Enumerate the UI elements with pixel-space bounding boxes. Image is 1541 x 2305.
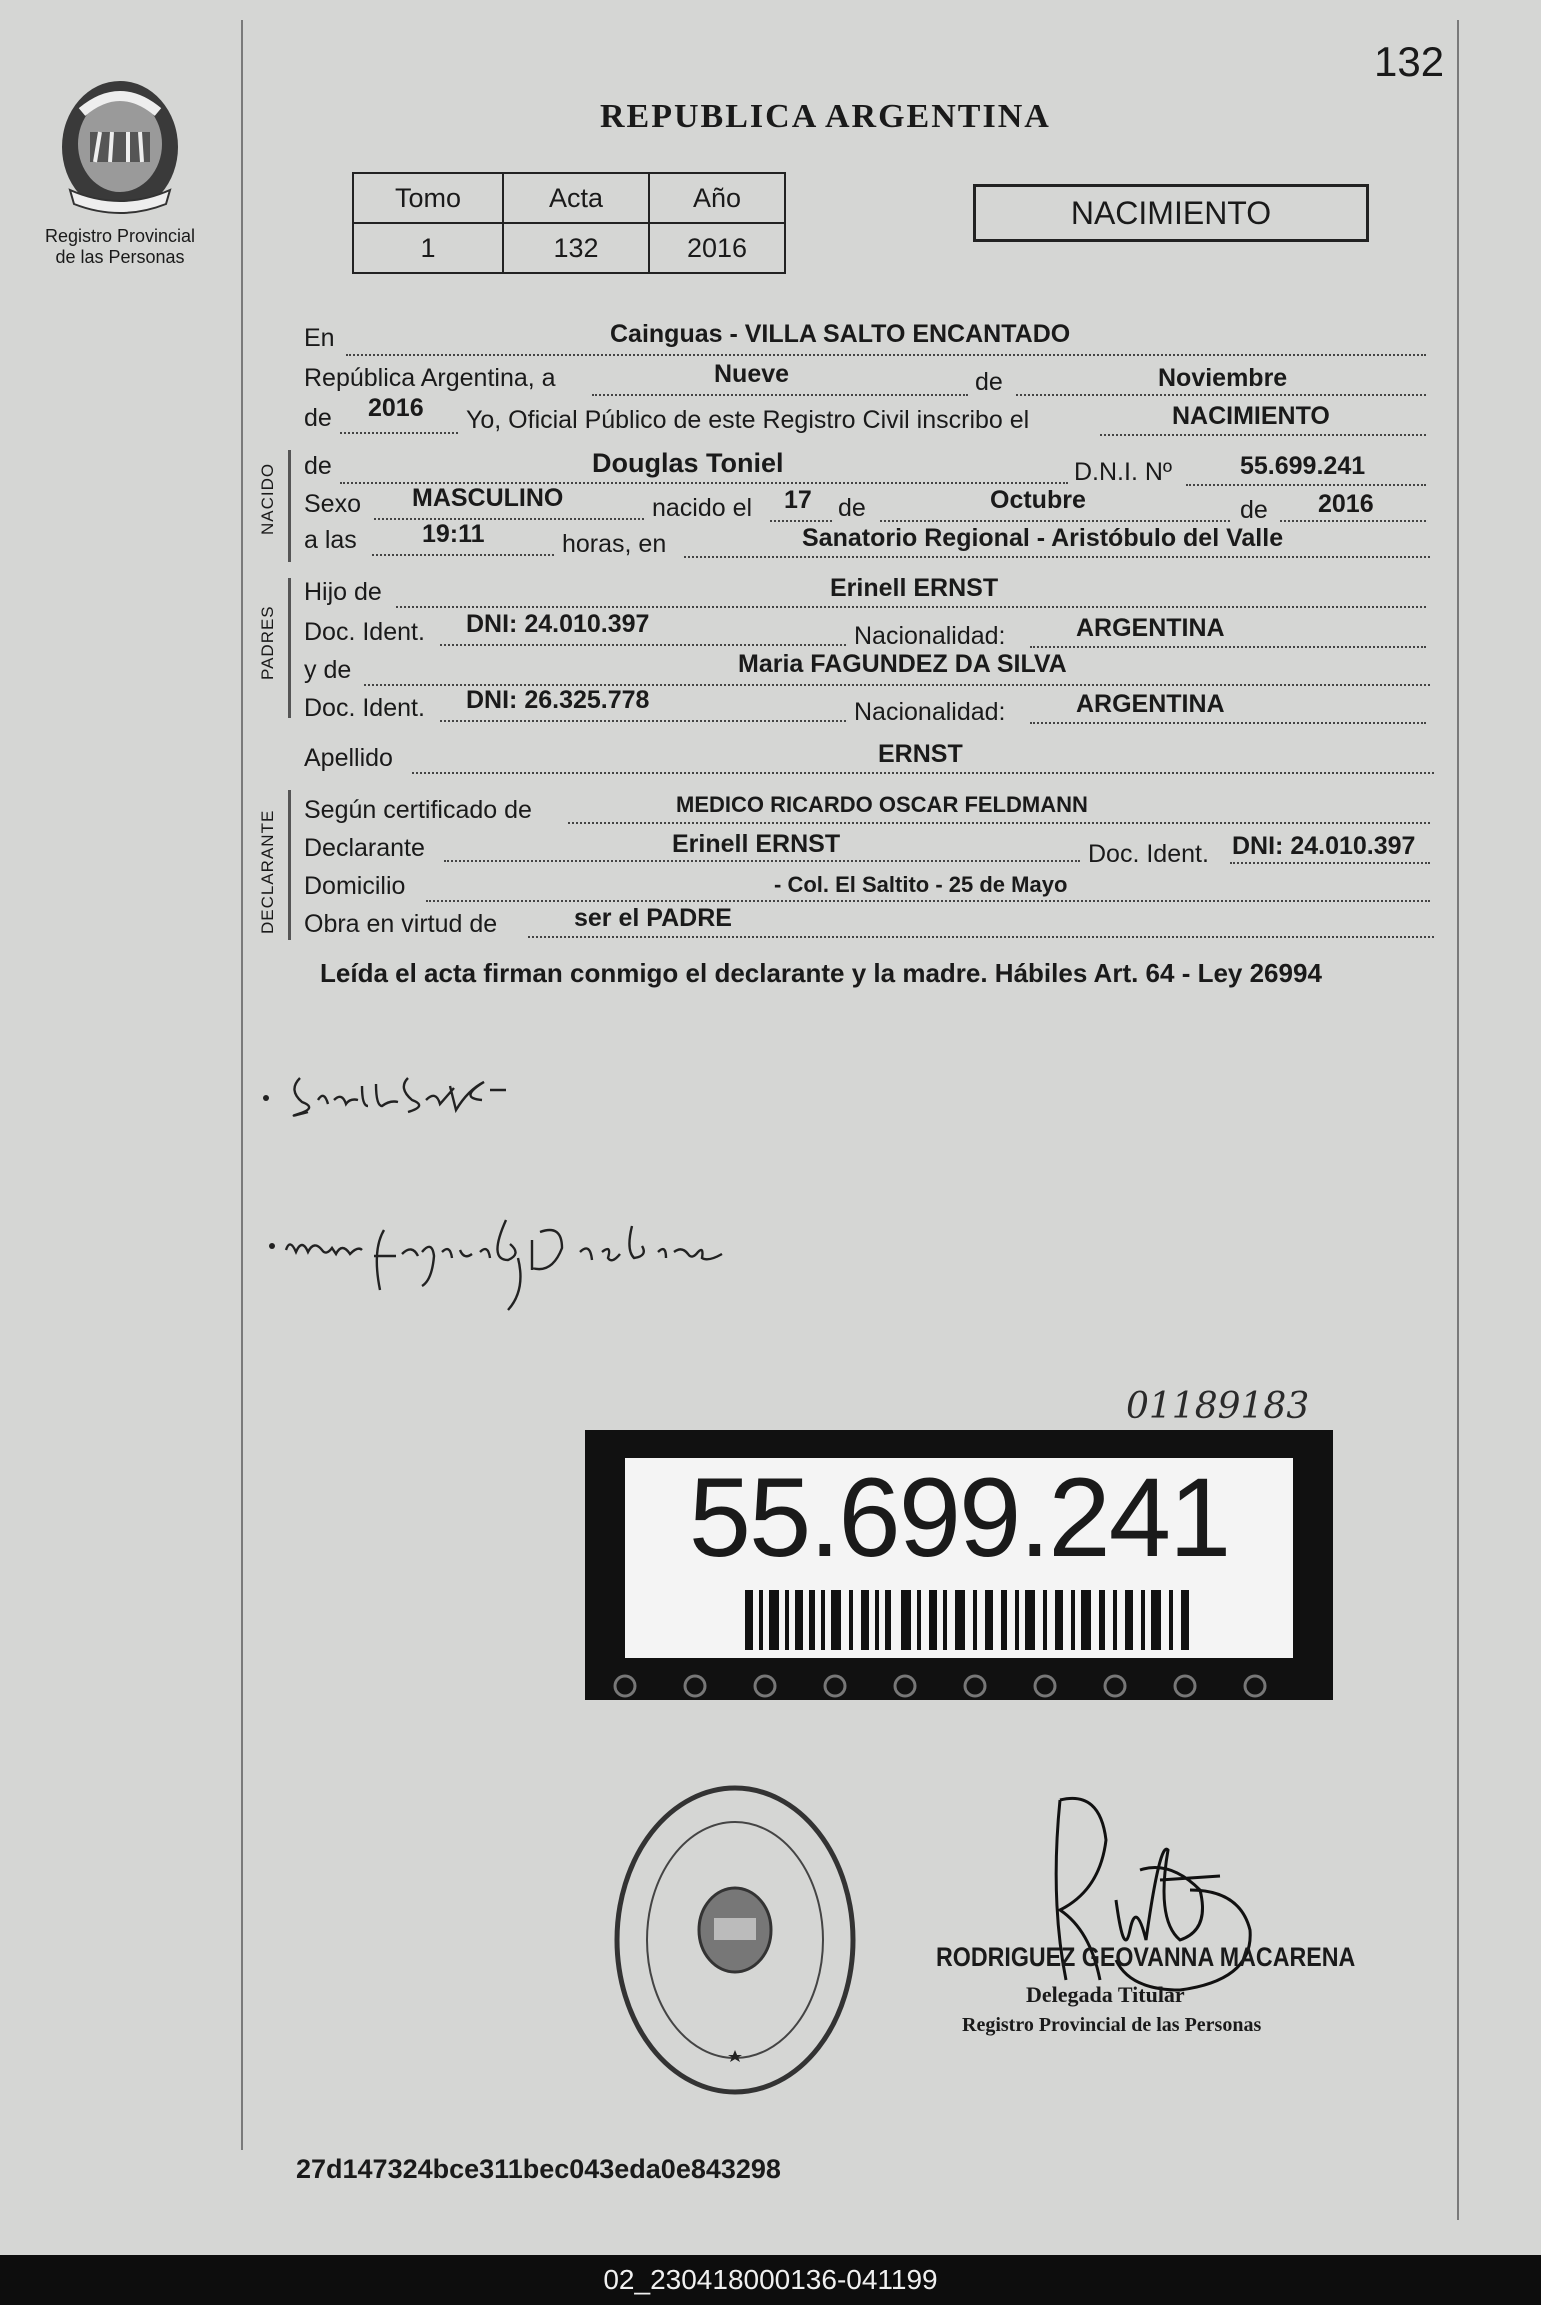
sexo-value: MASCULINO xyxy=(412,484,564,512)
obra-label: Obra en virtud de xyxy=(304,910,498,938)
en-dots xyxy=(346,354,1426,356)
place-value: Sanatorio Regional - Aristóbulo del Valle xyxy=(802,524,1284,552)
place-dots xyxy=(684,556,1430,558)
mother-doc-dots xyxy=(440,720,846,722)
scan-footer-id: 02_230418000136-041199 xyxy=(0,2255,1541,2305)
de-label: de xyxy=(975,368,1003,396)
de4-label: de xyxy=(838,494,866,522)
declarante-label: Declarante xyxy=(304,834,425,862)
obra-dots xyxy=(528,936,1434,938)
dni-label: D.N.I. Nº xyxy=(1074,458,1173,486)
section-nacido: NACIDO xyxy=(258,462,277,535)
barcode-label xyxy=(585,1430,1333,1700)
barcode-bars xyxy=(745,1590,1193,1650)
segun-label: Según certificado de xyxy=(304,796,532,824)
birth-year: 2016 xyxy=(1318,490,1374,518)
domicilio-label: Domicilio xyxy=(304,872,406,900)
page-number: 132 xyxy=(1374,38,1445,85)
barcode-panel xyxy=(625,1455,1293,1658)
month-value: Noviembre xyxy=(1158,364,1288,392)
document-title: REPUBLICA ARGENTINA xyxy=(600,98,1051,135)
yde-label: y de xyxy=(304,656,352,684)
header-tomo: Tomo xyxy=(353,173,503,223)
sexo-label: Sexo xyxy=(304,490,361,518)
official-seal xyxy=(610,1780,860,2100)
father-value: Erinell ERNST xyxy=(830,574,999,602)
mother-nat: ARGENTINA xyxy=(1076,690,1225,718)
alas-label: a las xyxy=(304,526,357,554)
padres-bar xyxy=(288,578,291,718)
time-dots xyxy=(372,554,554,556)
value-acta: 132 xyxy=(503,223,649,273)
yo-text: Yo, Oficial Público de este Registro Civil inscribo el xyxy=(466,406,1030,434)
decl-doc-value: DNI: 24.010.397 xyxy=(1232,832,1416,860)
de5-label: de xyxy=(1240,496,1268,524)
signature-mother xyxy=(262,1210,822,1320)
birth-month: Octubre xyxy=(990,486,1086,514)
act-type-box: NACIMIENTO xyxy=(973,184,1369,242)
header-ano: Año xyxy=(649,173,785,223)
declarante-bar xyxy=(288,790,291,940)
horas-label: horas, en xyxy=(562,530,667,558)
birthmonth-dots xyxy=(880,520,1230,522)
section-padres: PADRES xyxy=(258,605,277,680)
signature-declarante xyxy=(258,1060,628,1140)
value-ano: 2016 xyxy=(649,223,785,273)
de3-label: de xyxy=(304,452,332,480)
de2-label: de xyxy=(304,404,332,432)
official-name: RODRIGUEZ GEOVANNA MACARENA xyxy=(936,1942,1356,1972)
en-label: En xyxy=(304,324,335,352)
declarante-value: Erinell ERNST xyxy=(672,830,841,858)
section-declarante: DECLARANTE xyxy=(258,809,277,934)
segun-dots xyxy=(568,822,1430,824)
handwritten-code: 01189183 xyxy=(1126,1386,1310,1427)
official-registry: Registro Provincial de las Personas xyxy=(962,2014,1262,2036)
decl-doc-dots xyxy=(1230,862,1430,864)
dni-value: 55.699.241 xyxy=(1240,452,1366,480)
day-value: Nueve xyxy=(714,360,790,388)
mother-doc-label: Doc. Ident. xyxy=(304,694,425,722)
segun-value: MEDICO RICARDO OSCAR FELDMANN xyxy=(676,792,1088,817)
mother-doc: DNI: 26.325.778 xyxy=(466,686,650,714)
year-dots xyxy=(340,432,458,434)
father-nat-dots xyxy=(1030,646,1426,648)
inscribo-dots xyxy=(1100,434,1426,436)
official-role: Delegada Titular xyxy=(1026,1982,1185,2007)
province-emblem xyxy=(50,72,190,222)
father-doc-dots xyxy=(440,644,846,646)
mother-nat-label: Nacionalidad: xyxy=(854,698,1006,726)
birthyear-dots xyxy=(1280,520,1426,522)
left-margin-line xyxy=(241,20,243,2150)
birthday-dots xyxy=(770,520,832,522)
barcode-number: 55.699.241 xyxy=(688,1455,1230,1580)
father-dots xyxy=(396,606,1426,608)
father-nat-label: Nacionalidad: xyxy=(854,622,1006,650)
declarante-dots xyxy=(444,860,1080,862)
republica-label: República Argentina, a xyxy=(304,364,556,392)
nacido-label: nacido el xyxy=(652,494,753,522)
year-value: 2016 xyxy=(368,394,424,422)
father-doc-label: Doc. Ident. xyxy=(304,618,425,646)
apellido-dots xyxy=(412,772,1434,774)
domicilio-dots xyxy=(426,900,1430,902)
name-value: Douglas Toniel xyxy=(592,448,784,478)
document-hash: 27d147324bce311bec043eda0e843298 xyxy=(296,2154,781,2184)
registry-label xyxy=(20,226,220,268)
right-margin-line xyxy=(1457,20,1459,2220)
mother-value: Maria FAGUNDEZ DA SILVA xyxy=(738,650,1067,678)
closing-note: Leída el acta firman conmigo el declarante y la madre. Hábiles Art. 64 - Ley 26994 xyxy=(320,958,1322,988)
sexo-dots xyxy=(374,518,644,520)
birth-day: 17 xyxy=(784,486,812,514)
value-tomo: 1 xyxy=(353,223,503,273)
registry-table xyxy=(352,172,786,274)
header-acta: Acta xyxy=(503,173,649,223)
apellido-value: ERNST xyxy=(878,740,963,768)
hijo-label: Hijo de xyxy=(304,578,382,606)
inscribo-value: NACIMIENTO xyxy=(1172,402,1330,430)
registry-line-1: Registro Provincial xyxy=(44,226,196,246)
decl-doc-label: Doc. Ident. xyxy=(1088,840,1209,868)
mother-nat-dots xyxy=(1030,722,1426,724)
father-doc: DNI: 24.010.397 xyxy=(466,610,650,638)
security-strip xyxy=(585,1672,1333,1700)
domicilio-value: - Col. El Saltito - 25 de Mayo xyxy=(774,872,1068,897)
day-dots xyxy=(592,394,968,396)
en-value: Cainguas - VILLA SALTO ENCANTADO xyxy=(610,320,1071,348)
month-dots xyxy=(1016,394,1426,396)
father-nat: ARGENTINA xyxy=(1076,614,1225,642)
apellido-label: Apellido xyxy=(304,744,393,772)
registry-line-2: de las Personas xyxy=(55,247,185,267)
time-value: 19:11 xyxy=(422,520,485,548)
obra-value: ser el PADRE xyxy=(574,904,732,932)
nacido-bar xyxy=(288,450,291,562)
dni-dots xyxy=(1186,484,1426,486)
